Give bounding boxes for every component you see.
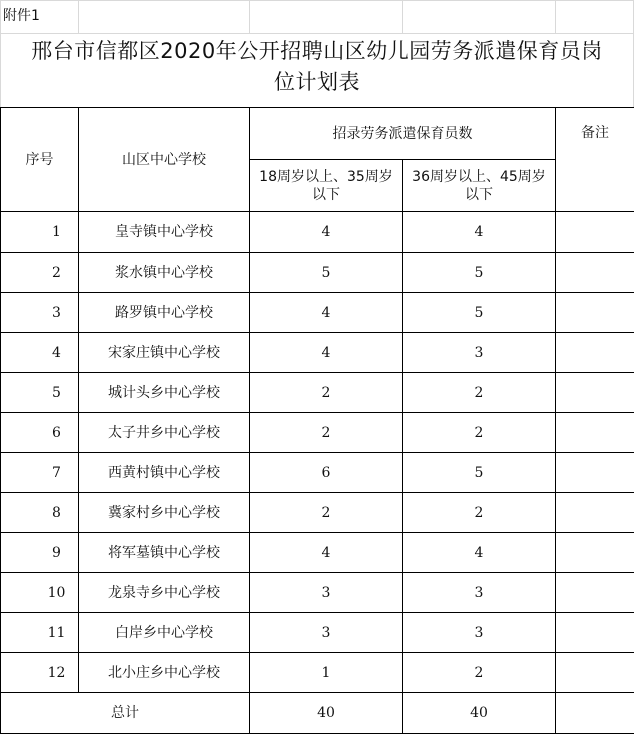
header-notes: 备注 — [556, 108, 634, 212]
table-row — [1, 453, 634, 493]
row-seq: 5 — [1, 373, 79, 413]
row-school: 浆水镇中心学校 — [79, 253, 250, 293]
row-count-18-35: 4 — [250, 333, 403, 373]
row-seq: 9 — [1, 533, 79, 573]
row-count-36-45: 2 — [403, 373, 556, 413]
gridline — [249, 0, 250, 34]
title-line-1: 邢台市信都区2020年公开招聘山区幼儿园劳务派遣保育员岗 — [0, 36, 634, 67]
row-count-36-45: 4 — [403, 212, 556, 253]
row-count-36-45: 5 — [403, 293, 556, 333]
row-school: 城计头乡中心学校 — [79, 373, 250, 413]
header-school: 山区中心学校 — [79, 108, 250, 212]
row-school: 白岸乡中心学校 — [79, 613, 250, 653]
row-count-36-45: 3 — [403, 333, 556, 373]
row-count-36-45: 5 — [403, 253, 556, 293]
row-note — [556, 212, 634, 253]
row-count-18-35: 5 — [250, 253, 403, 293]
row-count-18-35: 1 — [250, 653, 403, 693]
total-count-36-45: 40 — [403, 693, 556, 734]
gridline — [555, 0, 556, 34]
total-note — [556, 693, 634, 734]
row-note — [556, 533, 634, 573]
row-count-36-45: 2 — [403, 653, 556, 693]
row-count-18-35: 2 — [250, 413, 403, 453]
row-count-36-45: 2 — [403, 493, 556, 533]
header-seq: 序号 — [1, 108, 79, 212]
row-note — [556, 453, 634, 493]
row-school: 宋家庄镇中心学校 — [79, 333, 250, 373]
table-row — [1, 573, 634, 613]
row-count-18-35: 2 — [250, 373, 403, 413]
row-seq: 8 — [1, 493, 79, 533]
row-seq: 1 — [1, 212, 79, 253]
row-count-18-35: 3 — [250, 573, 403, 613]
attachment-label: 附件1 — [3, 4, 40, 28]
total-row — [1, 693, 634, 734]
table-row — [1, 373, 634, 413]
row-note — [556, 613, 634, 653]
row-seq: 10 — [1, 573, 79, 613]
table-row — [1, 212, 634, 253]
table-row — [1, 293, 634, 333]
table-row — [1, 653, 634, 693]
total-label: 总计 — [1, 693, 250, 734]
row-count-36-45: 5 — [403, 453, 556, 493]
table-row — [1, 413, 634, 453]
header-recruit-count: 招录劳务派遣保育员数 — [250, 108, 556, 160]
gridline — [402, 0, 403, 34]
gridline — [78, 0, 79, 34]
row-count-36-45: 2 — [403, 413, 556, 453]
row-seq: 3 — [1, 293, 79, 333]
row-count-18-35: 6 — [250, 453, 403, 493]
row-note — [556, 493, 634, 533]
gridline — [0, 33, 634, 34]
row-school: 龙泉寺乡中心学校 — [79, 573, 250, 613]
row-seq: 6 — [1, 413, 79, 453]
row-note — [556, 293, 634, 333]
row-count-18-35: 4 — [250, 533, 403, 573]
row-school: 北小庄乡中心学校 — [79, 653, 250, 693]
table-row — [1, 533, 634, 573]
total-count-18-35: 40 — [250, 693, 403, 734]
page-title — [0, 36, 634, 98]
header-age-18-35: 18周岁以上、35周岁以下 — [250, 160, 403, 212]
row-note — [556, 373, 634, 413]
row-school: 路罗镇中心学校 — [79, 293, 250, 333]
row-count-18-35: 2 — [250, 493, 403, 533]
row-seq: 7 — [1, 453, 79, 493]
row-count-18-35: 4 — [250, 293, 403, 333]
row-seq: 11 — [1, 613, 79, 653]
row-seq: 12 — [1, 653, 79, 693]
row-count-36-45: 4 — [403, 533, 556, 573]
row-note — [556, 573, 634, 613]
row-count-36-45: 3 — [403, 613, 556, 653]
header-age-36-45: 36周岁以上、45周岁以下 — [403, 160, 556, 212]
table-row — [1, 253, 634, 293]
row-seq: 2 — [1, 253, 79, 293]
row-note — [556, 333, 634, 373]
recruitment-plan-table — [0, 107, 634, 734]
row-count-18-35: 4 — [250, 212, 403, 253]
row-seq: 4 — [1, 333, 79, 373]
gridline — [0, 0, 634, 1]
row-note — [556, 653, 634, 693]
row-count-36-45: 3 — [403, 573, 556, 613]
row-school: 太子井乡中心学校 — [79, 413, 250, 453]
row-note — [556, 413, 634, 453]
row-note — [556, 253, 634, 293]
row-school: 西黄村镇中心学校 — [79, 453, 250, 493]
row-school: 将军墓镇中心学校 — [79, 533, 250, 573]
table-row — [1, 493, 634, 533]
table-row — [1, 613, 634, 653]
row-school: 冀家村乡中心学校 — [79, 493, 250, 533]
row-count-18-35: 3 — [250, 613, 403, 653]
row-school: 皇寺镇中心学校 — [79, 212, 250, 253]
title-line-2: 位计划表 — [0, 67, 634, 98]
table-row — [1, 333, 634, 373]
